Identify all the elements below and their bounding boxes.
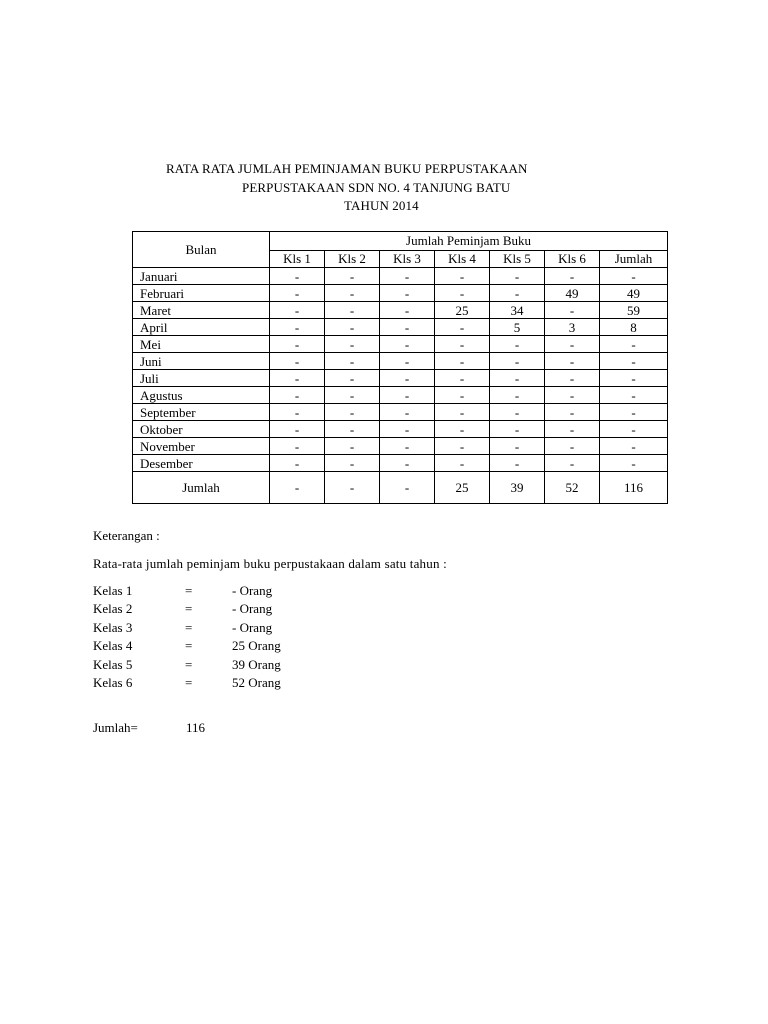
value-cell: - [545, 268, 600, 285]
value-cell: - [270, 370, 325, 387]
value-cell: - [545, 421, 600, 438]
value-cell: 34 [490, 302, 545, 319]
month-cell: Oktober [133, 421, 270, 438]
value-cell: - [325, 370, 380, 387]
value-cell: - [600, 387, 668, 404]
value-cell: 49 [545, 285, 600, 302]
value-cell: - [380, 438, 435, 455]
value-cell: - [435, 268, 490, 285]
value-cell: - [545, 370, 600, 387]
value-cell: - [545, 455, 600, 472]
value-cell: - [325, 302, 380, 319]
value-cell: - [325, 353, 380, 370]
value-cell: 49 [600, 285, 668, 302]
value-cell: - [490, 387, 545, 404]
value-cell: - [545, 438, 600, 455]
value-cell: - [545, 387, 600, 404]
column-header: Kls 4 [435, 250, 490, 268]
total-row [133, 472, 668, 504]
month-cell: Mei [133, 336, 270, 353]
value-cell: - [270, 285, 325, 302]
table-row [133, 387, 668, 404]
column-header: Kls 1 [270, 250, 325, 268]
kelas-label: Kelas 5 [93, 656, 133, 672]
value-cell: - [600, 455, 668, 472]
table-row [133, 370, 668, 387]
total-value-cell: 116 [600, 472, 668, 504]
value-cell: - [435, 438, 490, 455]
value-cell: - [600, 421, 668, 438]
title-line-3: TAHUN 2014 [344, 198, 419, 213]
table-row [133, 353, 668, 370]
value-cell: - [325, 319, 380, 336]
value-cell: - [380, 370, 435, 387]
value-cell: 3 [545, 319, 600, 336]
month-cell: September [133, 404, 270, 421]
value-cell: - [325, 336, 380, 353]
value-cell: 8 [600, 319, 668, 336]
value-cell: - [490, 370, 545, 387]
header-bulan: Bulan [133, 232, 270, 268]
value-cell: - [325, 285, 380, 302]
value-cell: - [270, 336, 325, 353]
value-cell: - [325, 421, 380, 438]
month-cell: April [133, 319, 270, 336]
month-cell: Juni [133, 353, 270, 370]
value-cell: - [490, 438, 545, 455]
value-cell: 59 [600, 302, 668, 319]
kelas-equals: = [185, 638, 193, 654]
value-cell: - [600, 438, 668, 455]
month-cell: Desember [133, 455, 270, 472]
table-row [133, 404, 668, 421]
month-cell: Maret [133, 302, 270, 319]
value-cell: - [600, 353, 668, 370]
value-cell: - [600, 404, 668, 421]
kelas-label: Kelas 6 [93, 675, 133, 690]
table-row [133, 285, 668, 302]
total-value-cell: - [325, 472, 380, 504]
kelas-value: - Orang [232, 619, 273, 635]
kelas-value: - Orang [232, 583, 273, 598]
total-label-cell: Jumlah [133, 472, 270, 504]
value-cell: - [380, 285, 435, 302]
kelas-value: 39 Orang [232, 656, 281, 672]
table-row [133, 455, 668, 472]
total-summary-label: Jumlah= [93, 720, 138, 735]
kelas-label: Kelas 2 [93, 601, 133, 617]
value-cell: - [270, 421, 325, 438]
column-header: Jumlah [600, 250, 668, 268]
kelas-equals: = [185, 583, 193, 598]
value-cell: - [490, 285, 545, 302]
value-cell: - [380, 404, 435, 421]
table-row [133, 268, 668, 285]
total-value-cell: - [270, 472, 325, 504]
month-cell: Februari [133, 285, 270, 302]
value-cell: - [270, 438, 325, 455]
value-cell: - [545, 353, 600, 370]
value-cell: - [270, 319, 325, 336]
total-summary-value: 116 [186, 720, 206, 735]
value-cell: - [435, 404, 490, 421]
total-value-cell: 25 [435, 472, 490, 504]
kelas-value: 25 Orang [232, 638, 281, 654]
value-cell: - [380, 455, 435, 472]
value-cell: - [270, 404, 325, 421]
kelas-equals: = [185, 675, 193, 690]
value-cell: - [490, 421, 545, 438]
value-cell: - [270, 353, 325, 370]
value-cell: - [490, 455, 545, 472]
value-cell: - [600, 268, 668, 285]
table-row [133, 302, 668, 319]
value-cell: - [380, 421, 435, 438]
value-cell: - [435, 370, 490, 387]
total-value-cell: 39 [490, 472, 545, 504]
value-cell: - [380, 319, 435, 336]
value-cell: 25 [435, 302, 490, 319]
value-cell: - [325, 438, 380, 455]
value-cell: - [380, 387, 435, 404]
value-cell: - [435, 319, 490, 336]
value-cell: - [435, 421, 490, 438]
title-line-2: PERPUSTAKAAN SDN NO. 4 TANJUNG BATU [242, 180, 511, 195]
value-cell: - [435, 285, 490, 302]
column-header: Kls 5 [490, 250, 545, 268]
column-header: Kls 6 [545, 250, 600, 268]
value-cell: - [325, 455, 380, 472]
value-cell: - [490, 404, 545, 421]
column-header: Kls 3 [380, 250, 435, 268]
table-body [133, 268, 668, 504]
header-group: Jumlah Peminjam Buku [270, 232, 668, 251]
value-cell: - [600, 370, 668, 387]
table-row [133, 421, 668, 438]
keterangan-label: Keterangan : [93, 528, 160, 543]
kelas-equals: = [185, 619, 193, 635]
value-cell: - [325, 404, 380, 421]
value-cell: 5 [490, 319, 545, 336]
value-cell: - [545, 302, 600, 319]
value-cell: - [380, 302, 435, 319]
value-cell: - [270, 302, 325, 319]
value-cell: - [435, 387, 490, 404]
value-cell: - [325, 387, 380, 404]
value-cell: - [490, 336, 545, 353]
value-cell: - [490, 353, 545, 370]
value-cell: - [545, 336, 600, 353]
value-cell: - [435, 455, 490, 472]
table-row [133, 336, 668, 353]
value-cell: - [270, 268, 325, 285]
value-cell: - [270, 387, 325, 404]
value-cell: - [600, 336, 668, 353]
value-cell: - [380, 353, 435, 370]
kelas-label: Kelas 1 [93, 583, 133, 598]
value-cell: - [490, 268, 545, 285]
title-line-1: RATA RATA JUMLAH PEMINJAMAN BUKU PERPUSTAKAAN [166, 161, 528, 176]
total-value-cell: 52 [545, 472, 600, 504]
table-row [133, 438, 668, 455]
kelas-value: 52 Orang [232, 675, 281, 690]
kelas-value: - Orang [232, 601, 273, 617]
column-header: Kls 2 [325, 250, 380, 268]
table-row [133, 319, 668, 336]
kelas-equals: = [185, 656, 193, 672]
value-cell: - [435, 336, 490, 353]
month-cell: Januari [133, 268, 270, 285]
month-cell: Juli [133, 370, 270, 387]
kelas-label: Kelas 3 [93, 619, 133, 635]
value-cell: - [325, 268, 380, 285]
loan-table [132, 231, 668, 504]
value-cell: - [545, 404, 600, 421]
kelas-label: Kelas 4 [93, 638, 133, 654]
month-cell: November [133, 438, 270, 455]
value-cell: - [380, 336, 435, 353]
value-cell: - [435, 353, 490, 370]
kelas-equals: = [185, 601, 193, 617]
value-cell: - [270, 455, 325, 472]
rata-rata-caption: Rata-rata jumlah peminjam buku perpustakaan dalam satu tahun : [93, 556, 447, 571]
total-value-cell: - [380, 472, 435, 504]
month-cell: Agustus [133, 387, 270, 404]
value-cell: - [380, 268, 435, 285]
